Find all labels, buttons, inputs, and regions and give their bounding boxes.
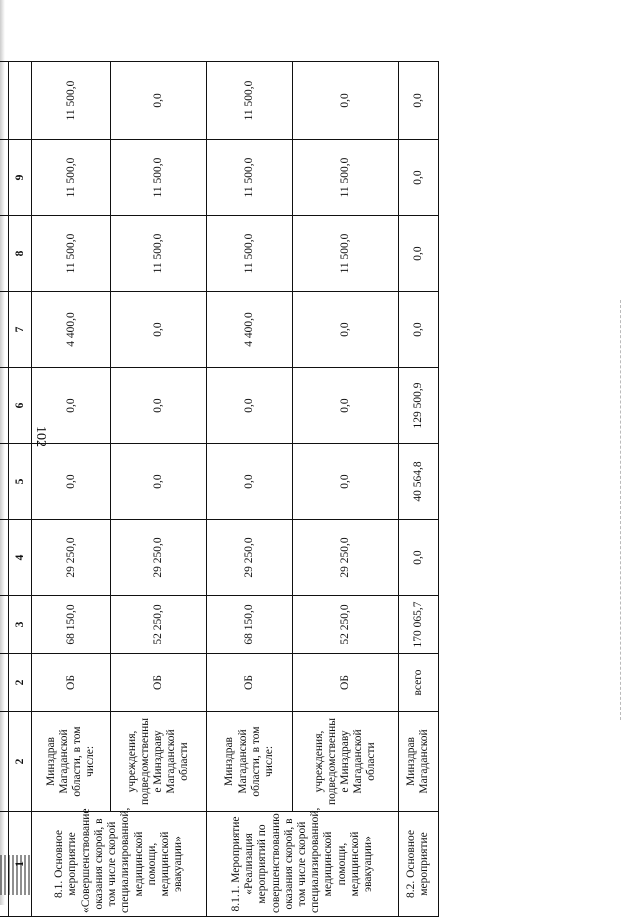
value-cell: 0,0 xyxy=(293,368,399,444)
value-cell: 29 250,0 xyxy=(110,520,206,596)
page-number: 102 xyxy=(33,426,48,447)
value-cell: 0,0 xyxy=(110,368,206,444)
index-cell: 2 xyxy=(9,654,32,712)
total-cell: 52 250,0 xyxy=(293,596,399,654)
header-year xyxy=(0,140,9,216)
executor-cell: Минздрав Магаданской области, в том числе: xyxy=(207,712,293,812)
value-cell: 29 250,0 xyxy=(207,520,293,596)
value-cell: 0,0 xyxy=(398,140,438,216)
measure-name-cell: 8.2. Основное мероприятие xyxy=(398,812,438,917)
index-cell: 1 xyxy=(9,812,32,917)
index-cell: 9 xyxy=(9,140,32,216)
index-row xyxy=(9,61,32,916)
executor-cell: учреждения, подведомственны е Минздраву Магаданской области xyxy=(110,712,206,812)
value-cell: 0,0 xyxy=(398,216,438,292)
value-cell: 129 500,9 xyxy=(398,368,438,444)
executor-cell: Минздрав Магаданской области, в том числе: xyxy=(32,712,110,812)
value-cell: 0,0 xyxy=(293,444,399,520)
header-year xyxy=(0,444,9,520)
header-executor xyxy=(0,712,9,812)
source-cell: ОБ xyxy=(110,654,206,712)
value-cell: 0,0 xyxy=(110,292,206,368)
total-cell: 170 065,7 xyxy=(398,596,438,654)
index-cell: 7 xyxy=(9,292,32,368)
value-cell: 4 400,0 xyxy=(32,292,110,368)
budget-table xyxy=(0,61,439,917)
value-cell: 11 500,0 xyxy=(32,140,110,216)
table-row xyxy=(207,61,293,916)
scan-artifact-line xyxy=(620,300,623,720)
header-year xyxy=(0,368,9,444)
value-cell: 11 500,0 xyxy=(207,140,293,216)
value-cell: 4 400,0 xyxy=(207,292,293,368)
rotated-table-container xyxy=(0,62,439,917)
header-source xyxy=(0,654,9,712)
header-year xyxy=(0,520,9,596)
header-name xyxy=(0,812,9,917)
value-cell: 29 250,0 xyxy=(32,520,110,596)
executor-cell: Минздрав Магаданской xyxy=(398,712,438,812)
value-cell: 40 564,8 xyxy=(398,444,438,520)
source-cell: ОБ xyxy=(293,654,399,712)
source-cell: всего xyxy=(398,654,438,712)
source-cell: ОБ xyxy=(32,654,110,712)
value-cell: 0,0 xyxy=(398,520,438,596)
total-cell: 68 150,0 xyxy=(32,596,110,654)
source-cell: ОБ xyxy=(207,654,293,712)
value-cell: 11 500,0 xyxy=(110,140,206,216)
value-cell: 11 500,0 xyxy=(207,61,293,139)
executor-cell: учреждения, подведомственны е Минздраву Магаданской области xyxy=(293,712,399,812)
table-row xyxy=(32,61,110,916)
value-cell: 11 500,0 xyxy=(32,61,110,139)
value-cell: 0,0 xyxy=(110,444,206,520)
measure-name-cell: 8.1.1. Мероприятие «Реализация мероприятий по совершенствованию оказания скорой, в том числе скорой специализированной, медицинской помощи, медицинской эвакуации» xyxy=(207,812,399,917)
index-cell: 2 xyxy=(9,712,32,812)
index-cell: 8 xyxy=(9,216,32,292)
value-cell: 11 500,0 xyxy=(207,216,293,292)
index-cell xyxy=(9,61,32,139)
table-row xyxy=(110,61,206,916)
measure-name-cell: 8.1. Основное мероприятие «Совершенствование оказания скорой, в том числе скорой специализированной, медицинской помощи, медицинской эвакуации» xyxy=(32,812,207,917)
header-year xyxy=(0,61,9,139)
index-cell: 4 xyxy=(9,520,32,596)
value-cell: 0,0 xyxy=(398,292,438,368)
value-cell: 0,0 xyxy=(293,61,399,139)
index-cell: 5 xyxy=(9,444,32,520)
index-cell: 3 xyxy=(9,596,32,654)
value-cell: 11 500,0 xyxy=(110,216,206,292)
value-cell: 0,0 xyxy=(293,292,399,368)
table-row xyxy=(398,61,438,916)
index-cell: 6 xyxy=(9,368,32,444)
header-year xyxy=(0,216,9,292)
value-cell: 0,0 xyxy=(32,444,110,520)
value-cell: 11 500,0 xyxy=(293,140,399,216)
header-year xyxy=(0,292,9,368)
value-cell: 29 250,0 xyxy=(293,520,399,596)
value-cell: 11 500,0 xyxy=(293,216,399,292)
value-cell: 0,0 xyxy=(207,368,293,444)
value-cell: 0,0 xyxy=(110,61,206,139)
total-cell: 52 250,0 xyxy=(110,596,206,654)
value-cell: 11 500,0 xyxy=(32,216,110,292)
table-row xyxy=(293,61,399,916)
value-cell: 0,0 xyxy=(398,61,438,139)
header-total xyxy=(0,596,9,654)
total-cell: 68 150,0 xyxy=(207,596,293,654)
value-cell: 0,0 xyxy=(32,368,110,444)
value-cell: 0,0 xyxy=(207,444,293,520)
